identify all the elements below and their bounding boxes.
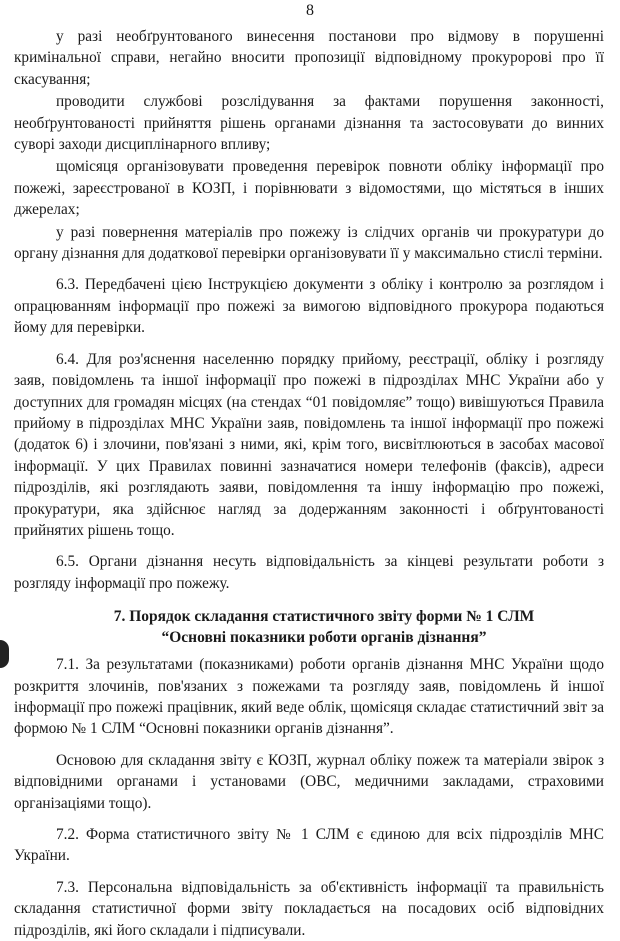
section-heading-line1: 7. Порядок складання статистичного звіту форми № 1 СЛМ bbox=[113, 608, 535, 626]
paragraph: у разі необґрунтованого винесення постанови про відмову в порушенні кримінальної справи, негайно вносити пропозиції відповідному прокуророві про її скасування; bbox=[14, 28, 604, 88]
scan-punch-mark bbox=[0, 640, 9, 668]
section-heading-line2: “Основні показники роботи органів дізнання” bbox=[161, 629, 487, 647]
page-number: 8 bbox=[306, 2, 314, 19]
paragraph: щомісяця організовувати проведення перевірок повноти обліку інформації про пожежі, зареєстрованої в КОЗП, і порівнювати з відомостями, що містяться в інших джерелах; bbox=[14, 158, 604, 219]
paragraph-6-5: 6.5. Органи дізнання несуть відповідальність за кінцеві результати роботи з розгляду інформації про пожежу. bbox=[14, 553, 604, 592]
section-heading bbox=[14, 606, 604, 648]
paragraph-6-3: 6.3. Передбачені цією Інструкцією документи з обліку і контролю за розглядом і опрацюванням інформації про пожежі за вимогою відповідного прокурора подаються йому для перевірки. bbox=[14, 276, 604, 337]
paragraph-7-1: 7.1. За результатами (показниками) роботи органів дізнання МНС України щодо розкриття злочинів, пов'язаних з пожежами та розгляду заяв, повідомлень й іншої інформації про пожежі працівник, який веде облік, щомісяця складає статистичний звіт за формою № 1 СЛМ “Основні показники органів дізнання”. bbox=[14, 656, 604, 738]
paragraph-6-4: 6.4. Для роз'яснення населенню порядку прийому, реєстрації, обліку і розгляду заяв, повідомлень та іншої інформації про пожежі в підрозділах МНС України або у доступних для громадян місцях (на стендах “01 повідомляє” тощо) вивішуються Правила прийому в підрозділах МНС України заяв, повідомлень та іншої інформації про пожежі (додаток 6) і злочини, пов'язані з ними, які, крім того, висвітлюються в засобах масової інформації. У цих Правилах повинні зазначатися номери телефонів (факсів), адреси підрозділів, які розглядають заяви, повідомлення та іншу інформацію про пожежі, прокуратури, яка здійснює нагляд за додержанням законності і обґрунтованості прийнятих рішень тощо. bbox=[14, 350, 604, 539]
paragraph: Основою для складання звіту є КОЗП, журнал обліку пожеж та матеріали звірок з відповідними органами і установами (ОВС, медичними закладами, страховими організаціями тощо). bbox=[14, 751, 604, 812]
paragraph: проводити службові розслідування за фактами порушення законності, необґрунтованості прийняття рішень органами дізнання та застосовувати до винних суворі заходи дисциплінарного впливу; bbox=[14, 93, 604, 154]
document-body bbox=[14, 26, 604, 941]
paragraph-7-3: 7.3. Персональна відповідальність за об'єктивність інформації та правильність складання статистичної форми звіту покладається на посадових осіб відповідних підрозділів, які його складали і підписували. bbox=[14, 878, 604, 939]
paragraph: у разі повернення матеріалів про пожежу із слідчих органів чи прокуратури до органу дізнання для додаткової перевірки організовувати її у максимально стислі терміни. bbox=[14, 223, 604, 263]
paragraph-7-2: 7.2. Форма статистичного звіту № 1 СЛМ є єдиною для всіх підрозділів МНС України. bbox=[14, 826, 604, 865]
